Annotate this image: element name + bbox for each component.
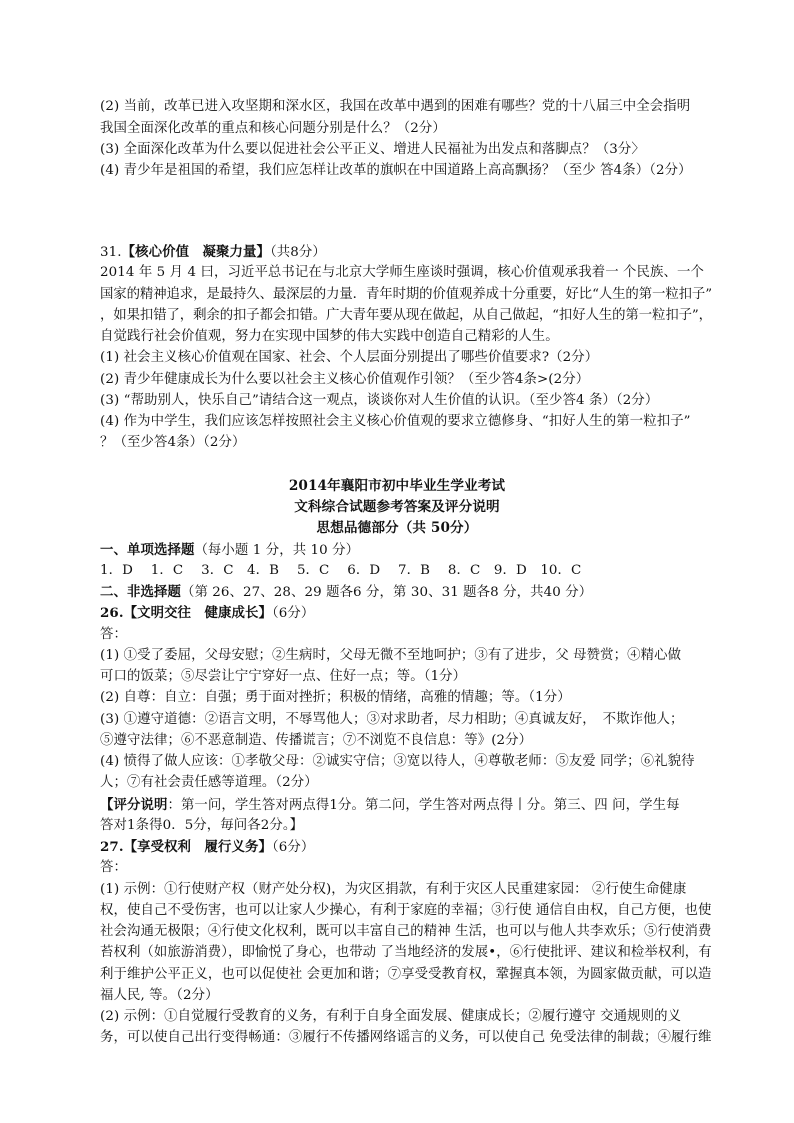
q31-sub4-line2: ？（至少答4条）（2分） xyxy=(100,435,246,450)
q31-passage-line4: 自觉践行社会价值观，努力在实现中国梦的伟大实践中创造自己精彩的人生。 xyxy=(100,329,559,344)
choice-answers: 1．D 1．C 3．C 4．B 5．C 6．D 7．B 8．C 9．D 10．C xyxy=(100,563,582,578)
q31-passage-line3: ，如果扣错了，剩余的扣子都会扣错。广大青年要从现在做起，从自己做起，“扣好人生的第一粒扣子”， xyxy=(100,308,712,323)
q26-a3-line2: ⑤遵守法律；⑥不恶意制造、传播谎言；⑦不浏览不良信息：等》(2分） xyxy=(100,733,533,748)
q30-sub3: (3) 全面深化改革为什么要以促进社会公平正义、增进人民福祉为出发点和落脚点？（3分〉 xyxy=(100,142,645,157)
section2-heading xyxy=(100,581,592,604)
q31-passage-line2: 国家的精神追求，是最持久、最深层的力量．青年时期的价值观养成十分重要，好比“人生的第一粒扣子” xyxy=(100,287,712,302)
q26-a1-line1: (1) ①受了委屈，父母安慰；②生病时，父母无微不至地呵护；③有了进步，父 母赞赏；④精心做 xyxy=(100,648,682,663)
q27-a2-line1: (2) 示例：①自觉履行受教育的义务，有利于自身全面发展、健康成长；②履行遵守 交通规则的义 xyxy=(100,1009,682,1024)
q27-title: 27.【享受权利 履行义务】 xyxy=(100,839,272,855)
q27-heading xyxy=(100,836,314,859)
q31-title: 【核心价值 凝聚力量】 xyxy=(121,244,271,260)
q31-number: 31. xyxy=(100,245,122,260)
q26-heading xyxy=(100,602,314,625)
q31-sub1: (1) 社会主义核心价值观在国家、社会、个人层面分别提出了哪些价值要求?（2分） xyxy=(100,350,599,365)
q27-answer-label: 答： xyxy=(100,860,127,875)
evaluation-label: 【评分说明 xyxy=(100,797,168,813)
q26-answer-label: 答： xyxy=(100,627,127,642)
q27-a2-line2: 务，可以使自己出行变得畅通：③履行不传播网络谣言的义务，可以使自己 免受法律的制裁；④履行维 xyxy=(100,1030,712,1045)
evaluation-text: ：第一问，学生答对两点得1分。第二问，学生答对两点得丨分。第三、四 问，学生每 xyxy=(167,798,680,813)
q26-a1-line2: 可口的饭菜；⑤尽尝让宁宁穿好一点、住好一点；等。（1分） xyxy=(100,669,467,684)
answer-title-2: 文科综合试题参考答案及评分说明 xyxy=(294,499,500,515)
section1-note: （每小题 1 分，共 10 分） xyxy=(194,543,360,558)
q27-a1-line6: 福人民, 等。（2分） xyxy=(100,988,219,1003)
q31-sub4-line1: (4) 作为中学生，我们应该怎样按照社会主义核心价值观的要求立德修身、“扣好人生的第一粒扣子” xyxy=(100,414,691,429)
q27-score: （6分） xyxy=(272,840,315,855)
q26-score: （6分） xyxy=(272,606,315,621)
answer-title-1: 2014年襄阳市初中毕业生学业考试 xyxy=(288,478,506,494)
evaluation-note-line1 xyxy=(100,794,680,817)
q27-a1-line5: 利于维护公平正义，也可以促使社 会更加和谐；⑦享受受教育权，鞏握真本领，为圆家做贡献，可以造 xyxy=(100,967,712,982)
evaluation-note-line2: 答对1条得0．5分，毎问各2分。】 xyxy=(100,818,304,833)
section1-heading xyxy=(100,539,359,562)
q27-a1-line4: 苔权利（如旅游消费），即愉悦了身心，也带动 了当地经济的发展•，⑥行使批评、建议和检举权利，有 xyxy=(100,945,712,960)
section2-label: 二、非选择题 xyxy=(100,584,181,600)
section2-note: （第 26、27、28、29 题各6 分，第 30、31 题各8 分，共40 分） xyxy=(180,585,593,600)
answer-title-3: 思想品德部分（共 50分） xyxy=(316,520,478,536)
q31-sub3: (3) “帮助别人，快乐自己”请结合这一观点，谈谈你对人生价值的认识。（至少答4 条）（2分） xyxy=(100,393,659,408)
section1-label: 一、单项选择题 xyxy=(100,542,195,558)
q31-heading xyxy=(100,241,326,264)
q31-score: （共8分） xyxy=(270,245,326,260)
q30-sub2-line1: (2) 当前，改革已进入攻坚期和深水区，我国在改革中遇到的困难有哪些？党的十八届三中全会指明 xyxy=(100,99,691,114)
q27-a1-line2: 权，使自己不受伤害，也可以让家人少操心，有利于家庭的幸福；③行使 通信自由权，自己方便，也使 xyxy=(100,903,712,918)
q30-sub4: (4) 青少年是祖国的希望，我们应怎样让改革的旗帜在中国道路上高高飘扬？（至少 答4条）（2分） xyxy=(100,163,692,178)
q26-a3-line1: (3) ①遵守道德：②语言文明，不辱骂他人；③对求助者，尽力相助；④真诚友好， 不欺诈他人； xyxy=(100,712,684,727)
q26-a2: (2) 自尊：自立：自强；勇于面对挫折；积极的情绪，高雅的情趣；等。（1分） xyxy=(100,690,571,705)
q26-a4-line1: (4) 愤得了做人应该：①孝敬父母：②诚实守信；③宽以待人，④尊敬老师：⑤友爱 同学；⑥礼貌待 xyxy=(100,754,695,769)
q31-sub2: (2) 青少年健康成长为什么要以社会主义核心价值观作引领？（至少答4条>(2分） xyxy=(100,372,590,387)
q27-a1-line3: 社会沟通无极限；④行使文化权利，既可以丰富自己的精神 生活，也可以与他人共李欢乐；⑤行使消费 xyxy=(100,924,712,939)
q27-a1-line1: (1) 示例：①行使财产权（财产处分权)，为灾区捐款，有利于灾区人民重建家园： ②行使生命健康 xyxy=(100,882,687,897)
q31-passage-line1: 2014 年 5 月 4 曰，习近平总书记在与北京大学师生座谈时强调，核心价值观承我着一 个民族、一个 xyxy=(100,265,704,280)
q26-title: 26.【文明交往 健康成长】 xyxy=(100,605,272,621)
q30-sub2-line2: 我国全面深化改革的重点和核心问题分别是什么？（2分） xyxy=(100,121,446,136)
q26-a4-line2: 人；⑦有社会责任感等道理。（2分） xyxy=(100,775,318,790)
